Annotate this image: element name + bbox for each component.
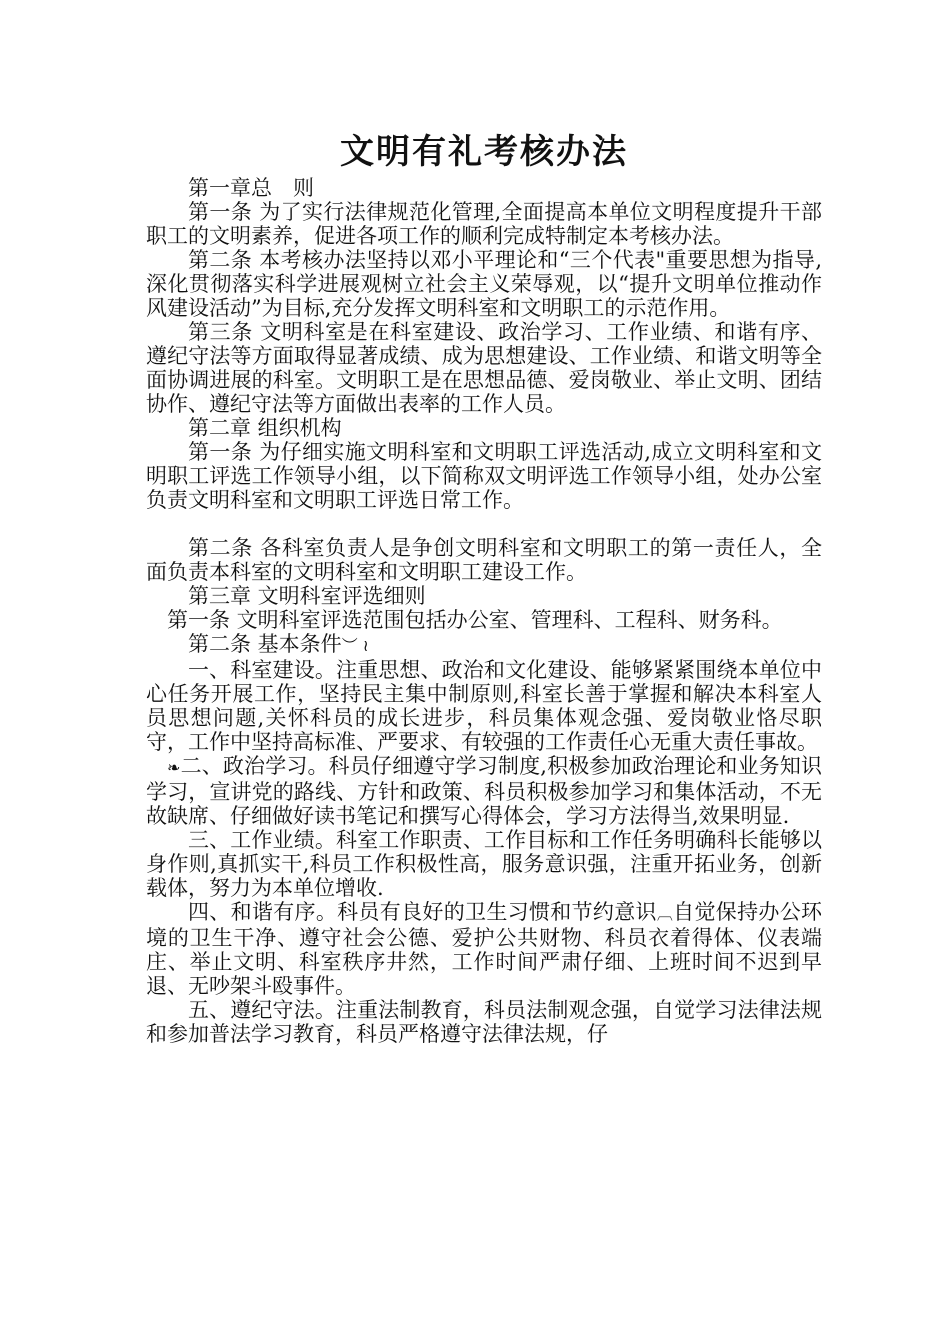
chapter-1-article-3: 第三条 文明科室是在科室建设、政治学习、工作业绩、和谐有序、遵纪守法等方面取得显著成绩、成为思想建设、工作业绩、和谐文明等全面协调进展的科室。文明职工是在思想品德、爱岗敬业、举止文明、团结协作、遵纪守法等方面做出表率的工作人员。 <box>146 320 822 416</box>
decorative-bracket-icon: ︹ <box>656 904 673 923</box>
chapter-1-article-1: 第一条 为了实行法律规范化管理,全面提高本单位文明程度提升干部职工的文明素养，促进各项工作的顺利完成特制定本考核办法。 <box>146 200 822 248</box>
condition-3: 三、工作业绩。科室工作职责、工作目标和工作任务明确科长能够以身作则,真抓实干,科员工作积极性高，服务意识强，注重开拓业务，创新载体，努力为本单位增收. <box>146 828 822 900</box>
condition-4-rest: 自觉保持办公环境的卫生干净、遵守社会公德、爱护公共财物、科员衣着得体、仪表端庄、举止文明、科室秩序井然，工作时间严肃仔细、上班时间不迟到早退、无吵架斗殴事件。 <box>146 900 823 998</box>
chapter-2-article-2: 第二条 各科室负责人是争创文明科室和文明职工的第一责任人，全面负责本科室的文明科室和文明职工建设工作。 <box>146 536 822 584</box>
chapter-1-heading: 第一章总 则 <box>188 176 314 200</box>
condition-4-wrap <box>146 900 822 998</box>
condition-2-wrap <box>146 754 822 828</box>
condition-2: 二、政治学习。科员仔细遵守学习制度,积极参加政治理论和业务知识学习，宣讲党的路线、方针和政策、科员积极参加学习和集体活动，不无故缺席、仔细做好读书笔记和撰写心得体会，学习方法得当,效果明显. <box>146 754 822 828</box>
chapter-2-article-1: 第一条 为仔细实施文明科室和文明职工评选活动,成立文明科室和文明职工评选工作领导小组，以下简称双文明评选工作领导小组，处办公室负责文明科室和文明职工评选日常工作。 <box>146 440 822 512</box>
condition-1: 一、科室建设。注重思想、政治和文化建设、能够紧紧围绕本单位中心任务开展工作，坚持民主集中制原则,科室长善于掌握和解决本科室人员思想问题,关怀科员的成长进步，科员集体观念强、爱岗敬业恪尽职守，工作中坚持高标准、严要求、有较强的工作责任心无重大责任事故。 <box>146 658 822 754</box>
document-title: 文明有礼考核办法 <box>340 132 628 172</box>
paragraph-gap <box>146 512 822 536</box>
chapter-3-article-2-wrap <box>146 632 822 658</box>
document-page <box>146 128 822 1046</box>
chapter-2-heading: 第二章 组织机构 <box>188 416 342 440</box>
chapter-3-article-1: 第一条 文明科室评选范围包括办公室、管理科、工程科、财务科。 <box>167 608 783 632</box>
decorative-swirl-icon: ❧ <box>167 758 181 777</box>
decorative-mark-icon: ︶ ≀ <box>341 636 369 655</box>
chapter-1-article-2: 第二条 本考核办法坚持以邓小平理论和“三个代表"重要思想为指导,深化贯彻落实科学进展观树立社会主义荣辱观，以“提升文明单位推动作风建设活动”为目标,充分发挥文明科室和文明职工的示范作用。 <box>146 248 822 320</box>
chapter-3-article-2: 第二条 基本条件 <box>188 632 342 656</box>
chapter-3-heading: 第三章 文明科室评选细则 <box>188 584 426 608</box>
condition-4-start: 四、和谐有序。科员有良好的卫生习惯和节约意识 <box>188 900 657 924</box>
condition-5: 五、遵纪守法。注重法制教育，科员法制观念强，自觉学习法律法规和参加普法学习教育，科员严格遵守法律法规，仔 <box>146 998 822 1046</box>
